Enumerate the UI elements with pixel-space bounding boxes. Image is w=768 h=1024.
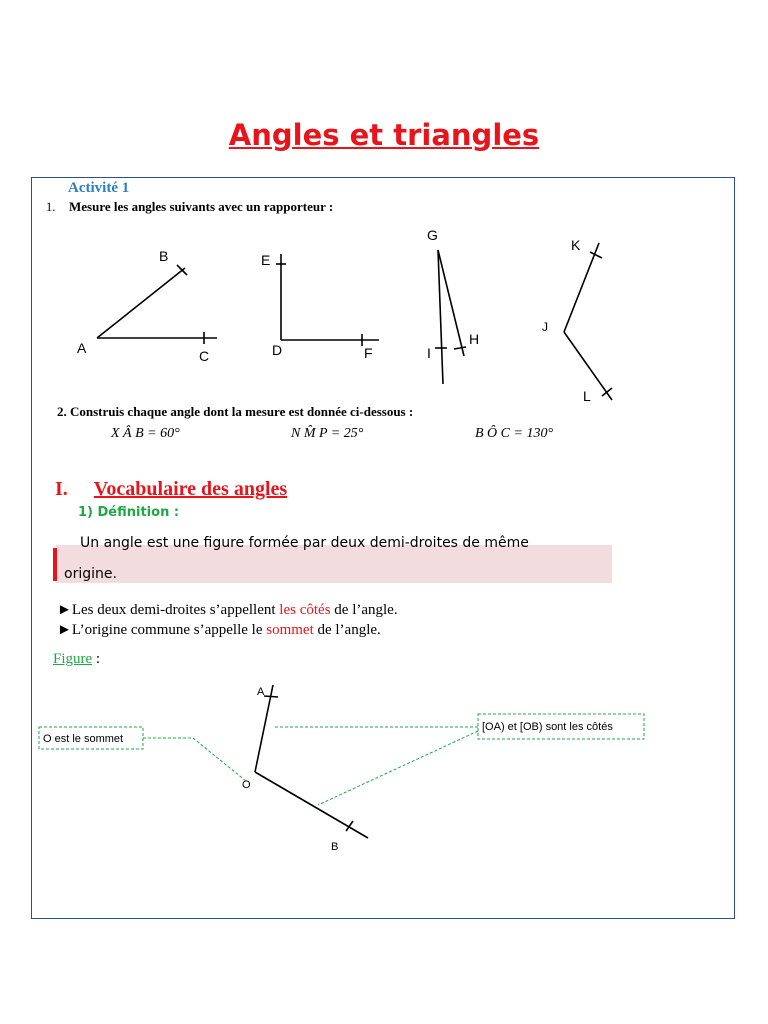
label-fig-a: A xyxy=(257,686,265,698)
bullet-sides-suffix: de l’angle. xyxy=(330,602,398,618)
question-1-text: Mesure les angles suivants avec un rapporteur : xyxy=(69,199,334,214)
callout-vertex-connector xyxy=(143,738,246,781)
label-d: D xyxy=(272,342,283,358)
bullet-vertex-suffix: de l’angle. xyxy=(313,622,381,638)
callout-vertex-text: O est le sommet xyxy=(43,733,124,745)
bullet-sides-prefix: ►Les deux demi-droites s’appellent xyxy=(57,602,280,618)
label-e: E xyxy=(261,252,271,268)
label-l: L xyxy=(583,388,591,404)
label-fig-o: O xyxy=(242,779,251,791)
label-i: I xyxy=(427,345,431,361)
callout-sides-text: [OA) et [OB) sont les côtés xyxy=(482,721,613,733)
label-c: C xyxy=(199,348,210,364)
measure-boc: B Ô C = 130° xyxy=(475,426,554,441)
label-g: G xyxy=(427,227,438,243)
page-title: Angles et triangles xyxy=(228,118,540,152)
callout-sides-connector-b xyxy=(318,731,478,805)
definition-text-line-2: origine. xyxy=(64,566,117,582)
section-title: Vocabulaire des angles xyxy=(93,478,288,500)
bullet-sides-highlight: les côtés xyxy=(279,602,331,618)
figure-label-colon: : xyxy=(92,651,101,667)
bullet-vertex-highlight: sommet xyxy=(266,622,314,638)
definition-heading: 1) Définition : xyxy=(78,505,180,520)
measure-nmp: N M̂ P = 25° xyxy=(291,426,364,441)
label-b: B xyxy=(159,248,169,264)
question-2-text: 2. Construis chaque angle dont la mesure est donnée ci-dessous : xyxy=(57,404,414,419)
tick-a xyxy=(264,696,278,697)
label-h: H xyxy=(469,331,480,347)
label-fig-b: B xyxy=(331,841,339,853)
label-k: K xyxy=(571,237,581,253)
figure-label-text: Figure xyxy=(53,651,93,667)
label-j: J xyxy=(542,320,548,334)
label-f: F xyxy=(364,345,373,361)
ray-oa xyxy=(255,685,273,772)
measure-xab: X Â B = 60° xyxy=(111,426,180,441)
ray-ob xyxy=(255,772,368,838)
question-1-number: 1. xyxy=(46,200,56,214)
section-number: I. xyxy=(55,478,68,500)
bullet-vertex-prefix: ►L’origine commune s’appelle le xyxy=(57,622,267,638)
definition-text-line-1: Un angle est une figure formée par deux demi-droites de même xyxy=(80,535,529,551)
activity-heading: Activité 1 xyxy=(68,180,130,196)
label-a: A xyxy=(77,340,87,356)
